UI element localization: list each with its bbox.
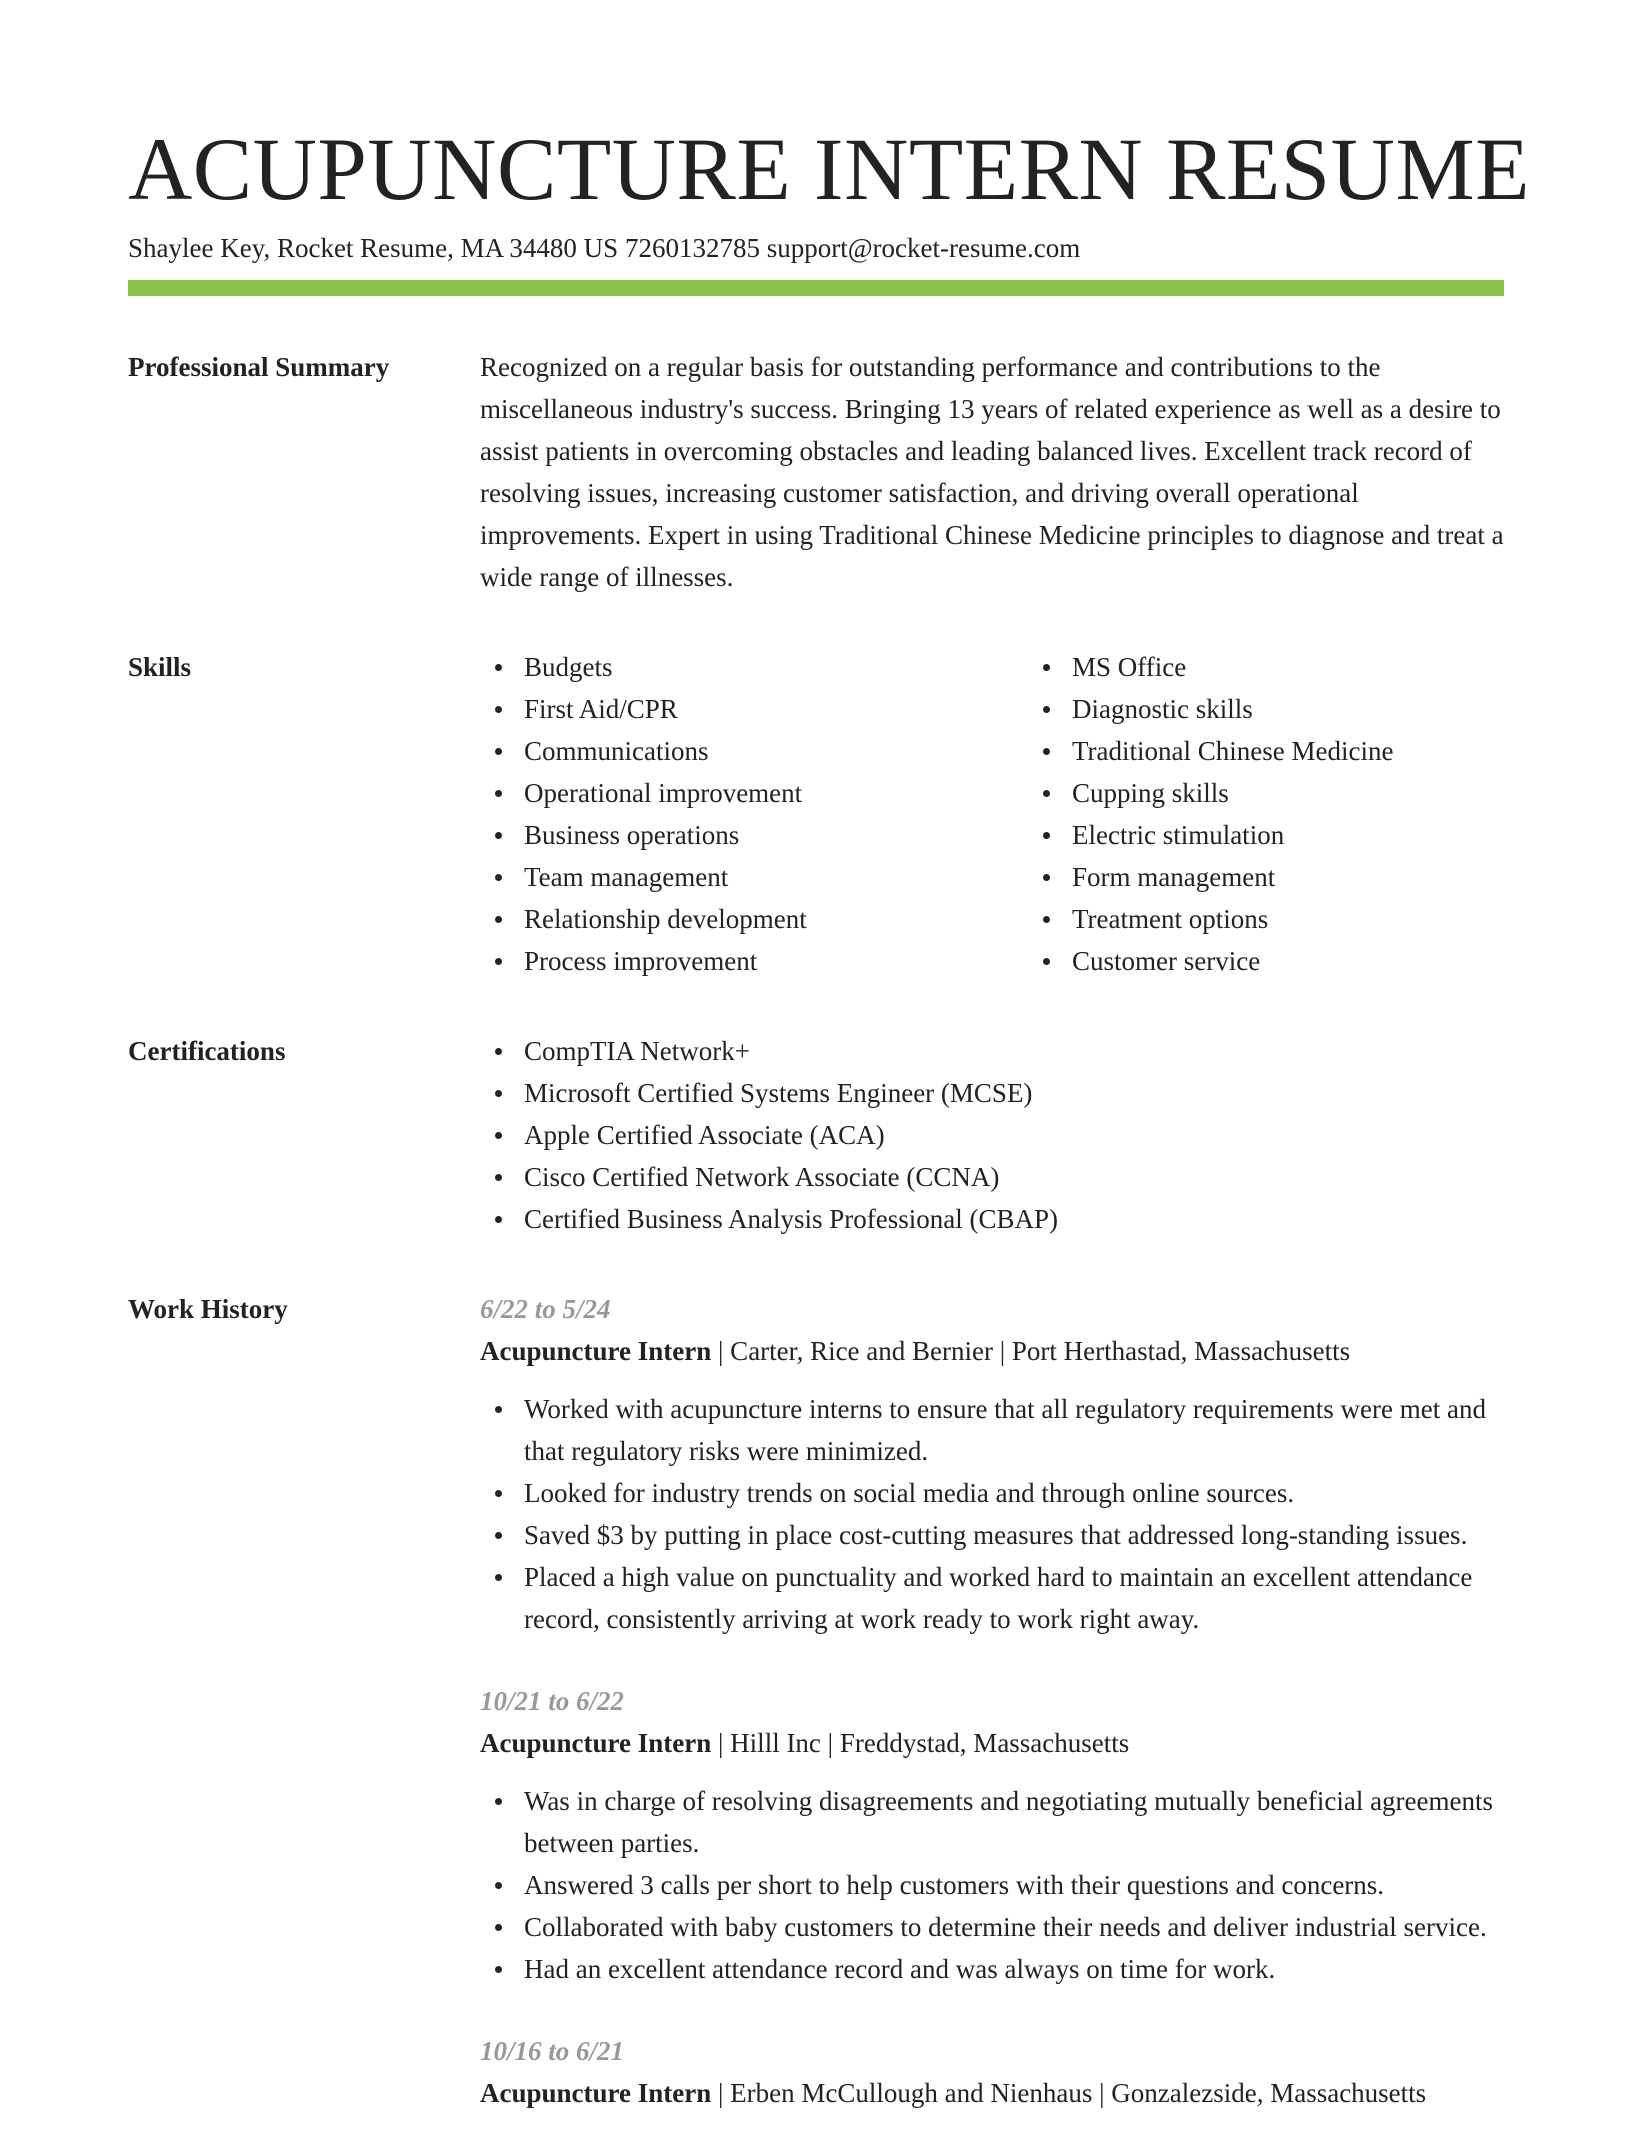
skill-item: MS Office: [1072, 646, 1576, 688]
skill-item: Treatment options: [1072, 898, 1576, 940]
job-details: | Hilll Inc | Freddystad, Massachusetts: [711, 1728, 1130, 1758]
job-heading: [480, 1722, 1504, 1764]
job-bullet: Had an excellent attendance record and was always on time for work.: [524, 1948, 1504, 1990]
resume-page: [128, 0, 1530, 2154]
skill-item: Diagnostic skills: [1072, 688, 1576, 730]
skills-section: [128, 646, 1504, 982]
summary-text: Recognized on a regular basis for outstanding performance and contributions to the miscellaneous industry's success. Bringing 13 years of related experience as well as a desire to assist patients in overcoming obstacles and leading balanced lives. Excellent track record of resolving issues, increasing customer satisfaction, and driving overall operational improvements. Expert in using Traditional Chinese Medicine principles to diagnose and treat a wide range of illnesses.: [480, 352, 1504, 592]
skill-item: Electric stimulation: [1072, 814, 1576, 856]
skill-item: Communications: [524, 730, 1028, 772]
job-bullet: Placed a high value on punctuality and worked hard to maintain an excellent attendance record, consistently arriving at work ready to work right away.: [524, 1556, 1504, 1640]
section-heading-summary: Professional Summary: [128, 352, 390, 382]
job-bullet: Collaborated with baby customers to determine their needs and deliver industrial service.: [524, 1906, 1504, 1948]
resume-title: ACUPUNCTURE INTERN RESUME: [128, 121, 1530, 219]
skill-item: Customer service: [1072, 940, 1576, 982]
accent-divider: [128, 280, 1504, 296]
certification-item: Certified Business Analysis Professional (CBAP): [524, 1198, 1504, 1240]
skill-item: Relationship development: [524, 898, 1028, 940]
job-entry: [480, 1288, 1504, 1640]
skill-item: Form management: [1072, 856, 1576, 898]
section-heading-skills: Skills: [128, 652, 192, 682]
skill-item: Budgets: [524, 646, 1028, 688]
job-entry: [480, 2030, 1504, 2114]
job-bullets: [480, 1388, 1504, 1640]
skill-item: Operational improvement: [524, 772, 1028, 814]
certification-item: Microsoft Certified Systems Engineer (MCSE): [524, 1072, 1504, 1114]
job-dates: 10/21 to 6/22: [480, 1686, 625, 1716]
skill-item: First Aid/CPR: [524, 688, 1028, 730]
skill-item: Cupping skills: [1072, 772, 1576, 814]
job-details: | Erben McCullough and Nienhaus | Gonzalezside, Massachusetts: [711, 2078, 1427, 2108]
job-entry: [480, 1680, 1504, 1990]
job-title: Acupuncture Intern: [480, 1728, 712, 1758]
job-heading: [480, 1330, 1504, 1372]
job-heading: [480, 2072, 1504, 2114]
certification-item: CompTIA Network+: [524, 1030, 1504, 1072]
skills-list-left: [480, 646, 1028, 982]
skill-item: Process improvement: [524, 940, 1028, 982]
section-heading-work-history: Work History: [128, 1294, 288, 1324]
job-bullets: [480, 1780, 1504, 1990]
job-title: Acupuncture Intern: [480, 2078, 712, 2108]
summary-section: [128, 346, 1504, 598]
job-dates: 10/16 to 6/21: [480, 2036, 625, 2066]
section-heading-certifications: Certifications: [128, 1036, 286, 1066]
job-bullet: Answered 3 calls per short to help customers with their questions and concerns.: [524, 1864, 1504, 1906]
certifications-section: [128, 1030, 1504, 1240]
job-bullet: Was in charge of resolving disagreements and negotiating mutually beneficial agreements between parties.: [524, 1780, 1504, 1864]
certification-item: Apple Certified Associate (ACA): [524, 1114, 1504, 1156]
certifications-list: [480, 1030, 1504, 1240]
job-dates: 6/22 to 5/24: [480, 1294, 611, 1324]
job-title: Acupuncture Intern: [480, 1336, 712, 1366]
skills-list-right: [1028, 646, 1576, 982]
work-history-section: [128, 1288, 1504, 2154]
contact-line: Shaylee Key, Rocket Resume, MA 34480 US 7260132785 support@rocket-resume.com: [128, 233, 1081, 263]
job-bullet: Looked for industry trends on social media and through online sources.: [524, 1472, 1504, 1514]
skill-item: Business operations: [524, 814, 1028, 856]
job-bullet: Worked with acupuncture interns to ensure that all regulatory requirements were met and that regulatory risks were minimized.: [524, 1388, 1504, 1472]
job-details: | Carter, Rice and Bernier | Port Herthastad, Massachusetts: [711, 1336, 1351, 1366]
certification-item: Cisco Certified Network Associate (CCNA): [524, 1156, 1504, 1198]
job-bullet: Saved $3 by putting in place cost-cutting measures that addressed long-standing issues.: [524, 1514, 1504, 1556]
skill-item: Team management: [524, 856, 1028, 898]
skill-item: Traditional Chinese Medicine: [1072, 730, 1576, 772]
